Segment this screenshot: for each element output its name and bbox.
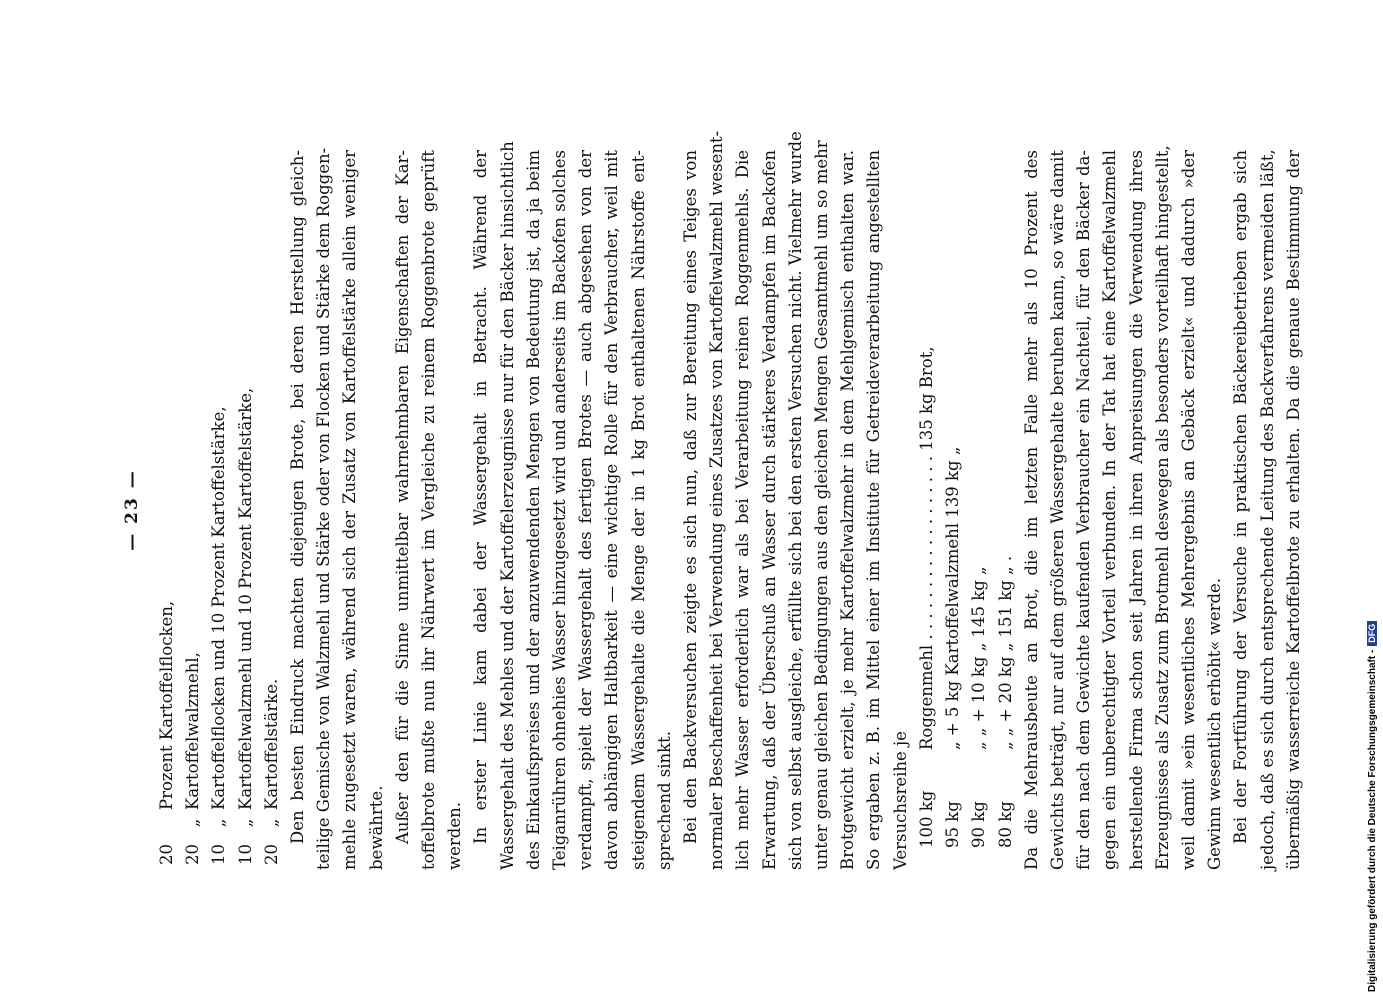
list-item: 10„Kartoffelflocken und 10 Prozent Kartoffelstärke, xyxy=(209,406,229,865)
percentage-list xyxy=(154,150,285,870)
table-row: 95 kg„ + 5 kg Kartoffelwalzmehl 139 kg „ xyxy=(943,446,963,848)
paragraph: Bei den Backversuchen zeigte es sich nun, daß zur Bereitung eines Teiges von normaler Beschaffenheit bei Verwendung eines Zusatzes von Kartoffelwalzmehl wesent- lich mehr Wasser erforderlich war als bei Verarbeitung reinen Roggenmehls. Die Erwartung, daß der Überschuß an Wasser durch stärkeres Verdampfen im Backofen sich von selbst ausgleiche, erfüllte sich bei den ersten Versuchen nicht. Vielmehr wurde unter genau gleichen Bedingungen aus den gleichen Mengen Gesamtmehl um so mehr Brotgewicht erzielt, je mehr Kartoffelwalzmehr in dem Mehlgemisch enthalten war. So ergaben z. B. im Mittel einer im Institute für Getreideverarbeitung angestellten Versuchsreihe je xyxy=(681,130,910,870)
list-item: 20„Kartoffelwalzmehl, xyxy=(183,652,203,865)
document-page xyxy=(110,130,1303,870)
dfg-credit-text: Digitalisierung gefördert durch die Deutsche Forschungsgemeinschaft - xyxy=(1367,649,1378,992)
table-row: 80 kg„ „ + 20 kg „ 151 kg „ . xyxy=(995,555,1015,848)
list-item: 10„Kartoffelwalzmehl und 10 Prozent Kartoffelstärke, xyxy=(235,387,255,865)
paragraph: Da die Mehrausbeute an Brot, die im letzten Falle mehr als 10 Prozent des Gewichts beträgt, nur auf dem größeren Wassergehalte beruhen kann, so wäre damit für den nach dem Gewichte kaufenden Verbraucher ein Nachteil, für den Bäcker da- gegen ein unberechtigter Vorteil verbunden. In der Tat hat eine Kartoffelwalzmehl herstellende Firma schon seit Jahren in ihren Anpreisungen die Verwendung ihres Erzeugnisses als Zusatz zum Brotmehl deswegen als besonders vorteilhaft hingestellt, weil damit »ein wesentliches Mehrergebnis an Gebäck erzielt« und dadurch »der Gewinn wesentlich erhöht« werde. xyxy=(1021,145,1225,870)
dfg-credit xyxy=(1367,621,1378,992)
list-item: 20Prozent Kartoffelflocken, xyxy=(157,600,176,865)
paragraph: Den besten Eindruck machten diejenigen Brote, bei deren Herstellung gleich- teilige Gemische von Walzmehl und Stärke oder von Flocken und Stärke dem Roggen- mehle zugesetzt waren, während sich der Zusatz von Kartoffelstärke allein weniger bewährte. xyxy=(288,147,386,870)
paragraph: In erster Linie kam dabei der Wassergehalt in Betracht. Während der Wassergehalt des Mehles und der Kartoffelerzeugnisse nur für den Bäcker hinsichtlich des Einkaufspreises und der anzuwendenden Mengen von Bedeutung ist, da ja beim Teiganrühren ohnehies Wasser hinzugesetzt wird und anderseits im Backofen solches verdampft, spielt der Wassergehalt des fertigen Brotes — auch abgesehen von der davon abhängigen Haltbarkeit — eine wichtige Rolle für den Verbraucher, weil mit steigendem Wassergehalte die Menge der in 1 kg Brot enthaltenen Nährstoffe ent- sprechend sinkt. xyxy=(471,141,674,870)
paragraph: Außer den für die Sinne unmittelbar wahrnehmbaren Eigenschaften der Kar- toffelbrote mußte nun ihr Nährwert im Vergleiche zu reinem Roggenbrote geprüft werden. xyxy=(392,150,465,870)
page-number: — 23 — xyxy=(122,469,142,551)
table-row: 100 kgRoggenmehl . . . . . . . . . . . . . . . . . . 135 kg Brot, xyxy=(916,346,936,848)
yield-table xyxy=(914,150,1019,870)
table-row: 90 kg„ „ + 10 kg „ 145 kg „ xyxy=(969,566,989,848)
paragraph: Bei der Fortführung der Versuche in praktischen Bäckereibetrieben ergab sich jedoch, daß es sich durch entsprechende Leitung des Backverfahrens vermeiden läßt, übermäßig wasserreiche Kartoffelbrote zu erhalten. Da die genaue Bestimmung der xyxy=(1231,149,1303,870)
list-item: 20„Kartoffelstärke. xyxy=(261,678,281,865)
dfg-logo: DFG xyxy=(1367,621,1377,646)
